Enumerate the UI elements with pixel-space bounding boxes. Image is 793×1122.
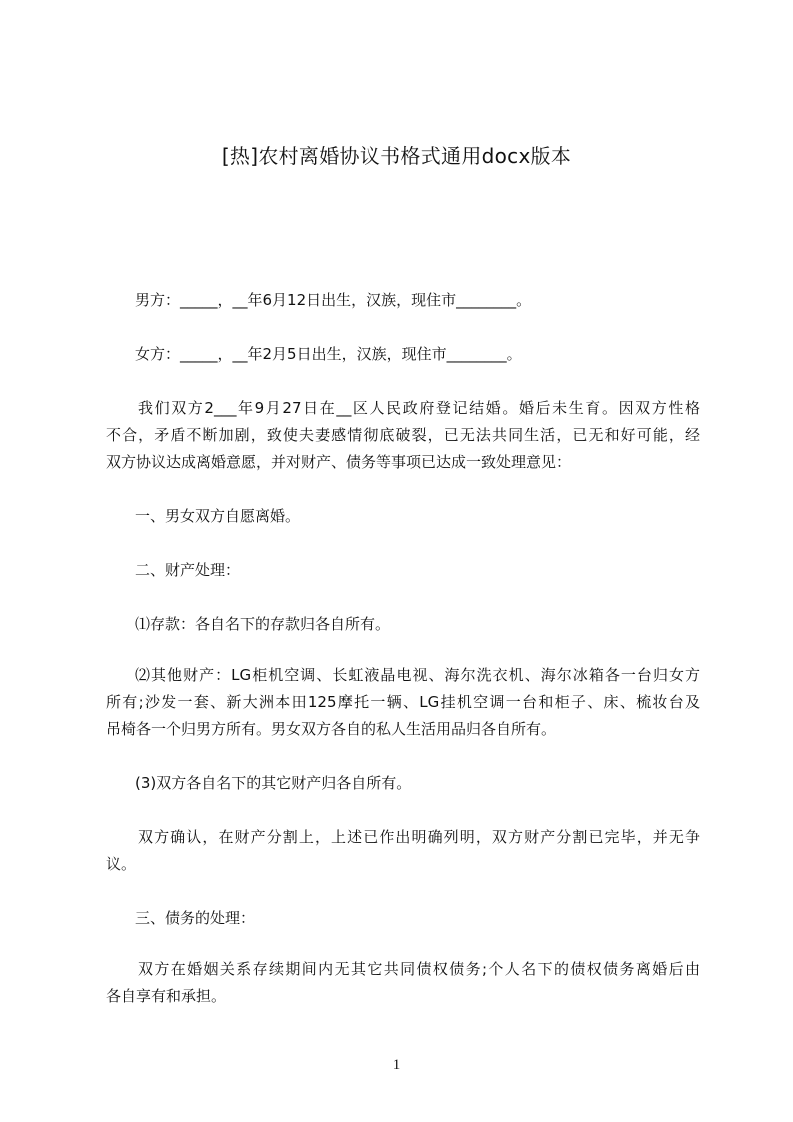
- list-item: (3)双方各自名下的其它财产归各自所有。: [135, 774, 412, 792]
- male-party-line: 男方：_____，__年6月12日出生，汉族，现住市________。: [135, 291, 532, 309]
- section-heading: 三、债务的处理：: [135, 909, 256, 927]
- list-item: ⑴存款：各自名下的存款归各自所有。: [135, 615, 391, 633]
- paragraph-line: 议。: [106, 855, 137, 873]
- paragraph-line: 双方协议达成离婚意愿，并对财产、债务等事项已达成一致处理意见：: [106, 453, 572, 471]
- paragraph-line: 双方确认，在财产分割上，上述已作出明确列明，双方财产分割已完毕，并无争: [138, 828, 700, 846]
- document-title: [热]农村离婚协议书格式通用docx版本: [221, 144, 572, 168]
- section-heading: 二、财产处理：: [135, 561, 241, 579]
- paragraph-line: ⑵其他财产：LG柜机空调、长虹液晶电视、海尔洗衣机、海尔冰箱各一台归女方: [135, 666, 700, 684]
- female-party-line: 女方：_____，__年2月5日出生，汉族，现住市________。: [135, 345, 522, 363]
- page-number: 1: [392, 1057, 401, 1073]
- paragraph-line: 所有;沙发一套、新大洲本田125摩托一辆、LG挂机空调一台和柜子、床、梳妆台及: [106, 693, 700, 711]
- paragraph-line: 双方在婚姻关系存续期间内无其它共同债权债务;个人名下的债权债务离婚后由: [138, 960, 700, 978]
- paragraph-line: 不合，矛盾不断加剧，致使夫妻感情彻底破裂，已无法共同生活，已无和好可能，经: [106, 426, 700, 444]
- section-heading: 一、男女双方自愿离婚。: [135, 507, 301, 525]
- paragraph-line: 我们双方2___年9月27日在__区人民政府登记结婚。婚后未生育。因双方性格: [138, 399, 700, 417]
- paragraph-line: 各自享有和承担。: [106, 987, 227, 1005]
- paragraph-line: 吊椅各一个归男方所有。男女双方各自的私人生活用品归各自所有。: [106, 720, 557, 738]
